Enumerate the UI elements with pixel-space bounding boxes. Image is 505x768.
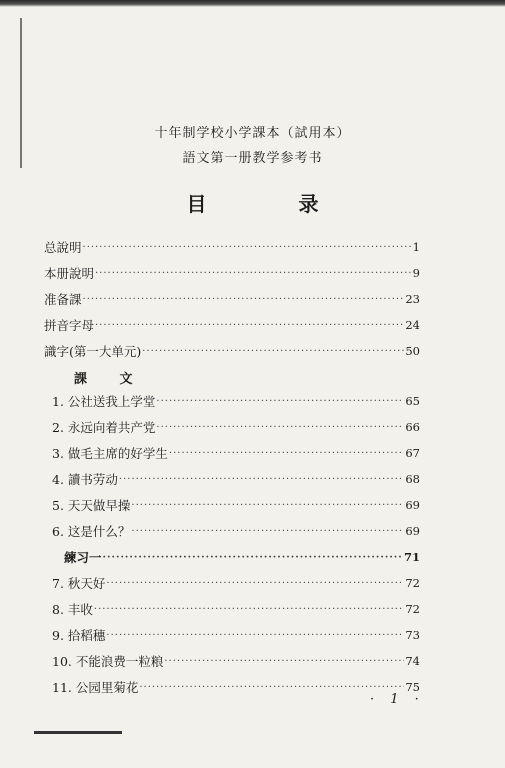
- toc-entry: [44, 342, 420, 360]
- leader-dots: [156, 422, 404, 433]
- lesson-label: 8. 丰收: [52, 602, 93, 617]
- scan-top-edge: [0, 0, 505, 7]
- lesson-label: 2. 永远向着共产党: [52, 420, 156, 435]
- leader-dots: [103, 552, 403, 563]
- toc-entry-page: 24: [405, 318, 420, 332]
- toc-entry: [44, 290, 420, 308]
- leader-dots: [142, 346, 404, 357]
- lesson-page: 66: [405, 420, 420, 434]
- toc-entry-label: 准备課: [44, 292, 82, 307]
- lesson-entry: [52, 522, 420, 540]
- scan-bottom-mark: [34, 731, 122, 734]
- lesson-label: 5. 天天做早操: [52, 498, 131, 513]
- toc-heading: 目 录: [186, 192, 355, 216]
- lesson-label: 1. 公社送我上学堂: [52, 394, 156, 409]
- leader-dots: [94, 604, 404, 615]
- toc-entry: [44, 264, 420, 282]
- lesson-entry: [52, 678, 420, 696]
- lesson-page: 72: [405, 576, 420, 590]
- book-title: 語文第一册教学参考书: [182, 151, 323, 166]
- lesson-page: 74: [405, 654, 420, 668]
- leader-dots: [164, 656, 404, 667]
- leader-dots: [106, 630, 404, 641]
- lesson-label: 3. 做毛主席的好学生: [52, 446, 168, 461]
- section-label: 課 文: [74, 372, 147, 387]
- toc-entry-label: 总說明: [44, 240, 82, 255]
- lesson-entry: [52, 444, 420, 462]
- lesson-entry: [52, 392, 420, 410]
- page-number: · 1 ·: [370, 692, 425, 707]
- exercise-entry: [64, 548, 420, 566]
- toc-entry-page: 50: [405, 344, 420, 358]
- toc-entry: [44, 238, 420, 256]
- scan-left-edge: [20, 18, 22, 168]
- lesson-page: 75: [405, 680, 420, 694]
- lesson-entry: [52, 574, 420, 592]
- toc-entry-page: 1: [412, 240, 420, 254]
- toc-entry-page: 9: [412, 266, 420, 280]
- leader-dots: [169, 448, 404, 459]
- exercise-label: 練习一: [64, 550, 102, 565]
- lesson-label: 9. 拾稻穗: [52, 628, 106, 643]
- leader-dots: [83, 242, 412, 253]
- leader-dots: [119, 474, 404, 485]
- lesson-entry: [52, 600, 420, 618]
- lesson-page: 69: [405, 498, 420, 512]
- leader-dots: [95, 320, 404, 331]
- lesson-entry: [52, 496, 420, 514]
- leader-dots: [131, 526, 404, 537]
- lesson-entry: [52, 652, 420, 670]
- toc-entry-page: 23: [405, 292, 420, 306]
- leader-dots: [83, 294, 405, 305]
- toc-entry: [44, 316, 420, 334]
- lesson-page: 69: [405, 524, 420, 538]
- lesson-page: 68: [405, 472, 420, 486]
- lesson-label: 10. 不能浪费一粒粮: [52, 654, 164, 669]
- leader-dots: [131, 500, 404, 511]
- lesson-entry: [52, 470, 420, 488]
- leader-dots: [95, 268, 412, 279]
- leader-dots: [156, 396, 404, 407]
- lesson-page: 73: [405, 628, 420, 642]
- lesson-label: 7. 秋天好: [52, 576, 106, 591]
- toc-entry-label: 識字(第一大单元): [44, 344, 142, 359]
- exercise-page: 71: [403, 550, 420, 564]
- leader-dots: [139, 682, 404, 693]
- toc-entry-label: 拼音字母: [44, 318, 95, 333]
- lesson-entry: [52, 418, 420, 436]
- book-series-title: 十年制学校小学課本（試用本）: [154, 126, 351, 141]
- toc-entry-label: 本册說明: [44, 266, 95, 281]
- lesson-entry: [52, 626, 420, 644]
- lesson-label: 6. 这是什么？: [52, 524, 131, 539]
- lesson-label: 4. 讀书劳动: [52, 472, 118, 487]
- lesson-page: 67: [405, 446, 420, 460]
- leader-dots: [106, 578, 404, 589]
- lesson-page: 65: [405, 394, 420, 408]
- lesson-page: 72: [405, 602, 420, 616]
- lesson-label: 11. 公园里菊花: [52, 680, 139, 695]
